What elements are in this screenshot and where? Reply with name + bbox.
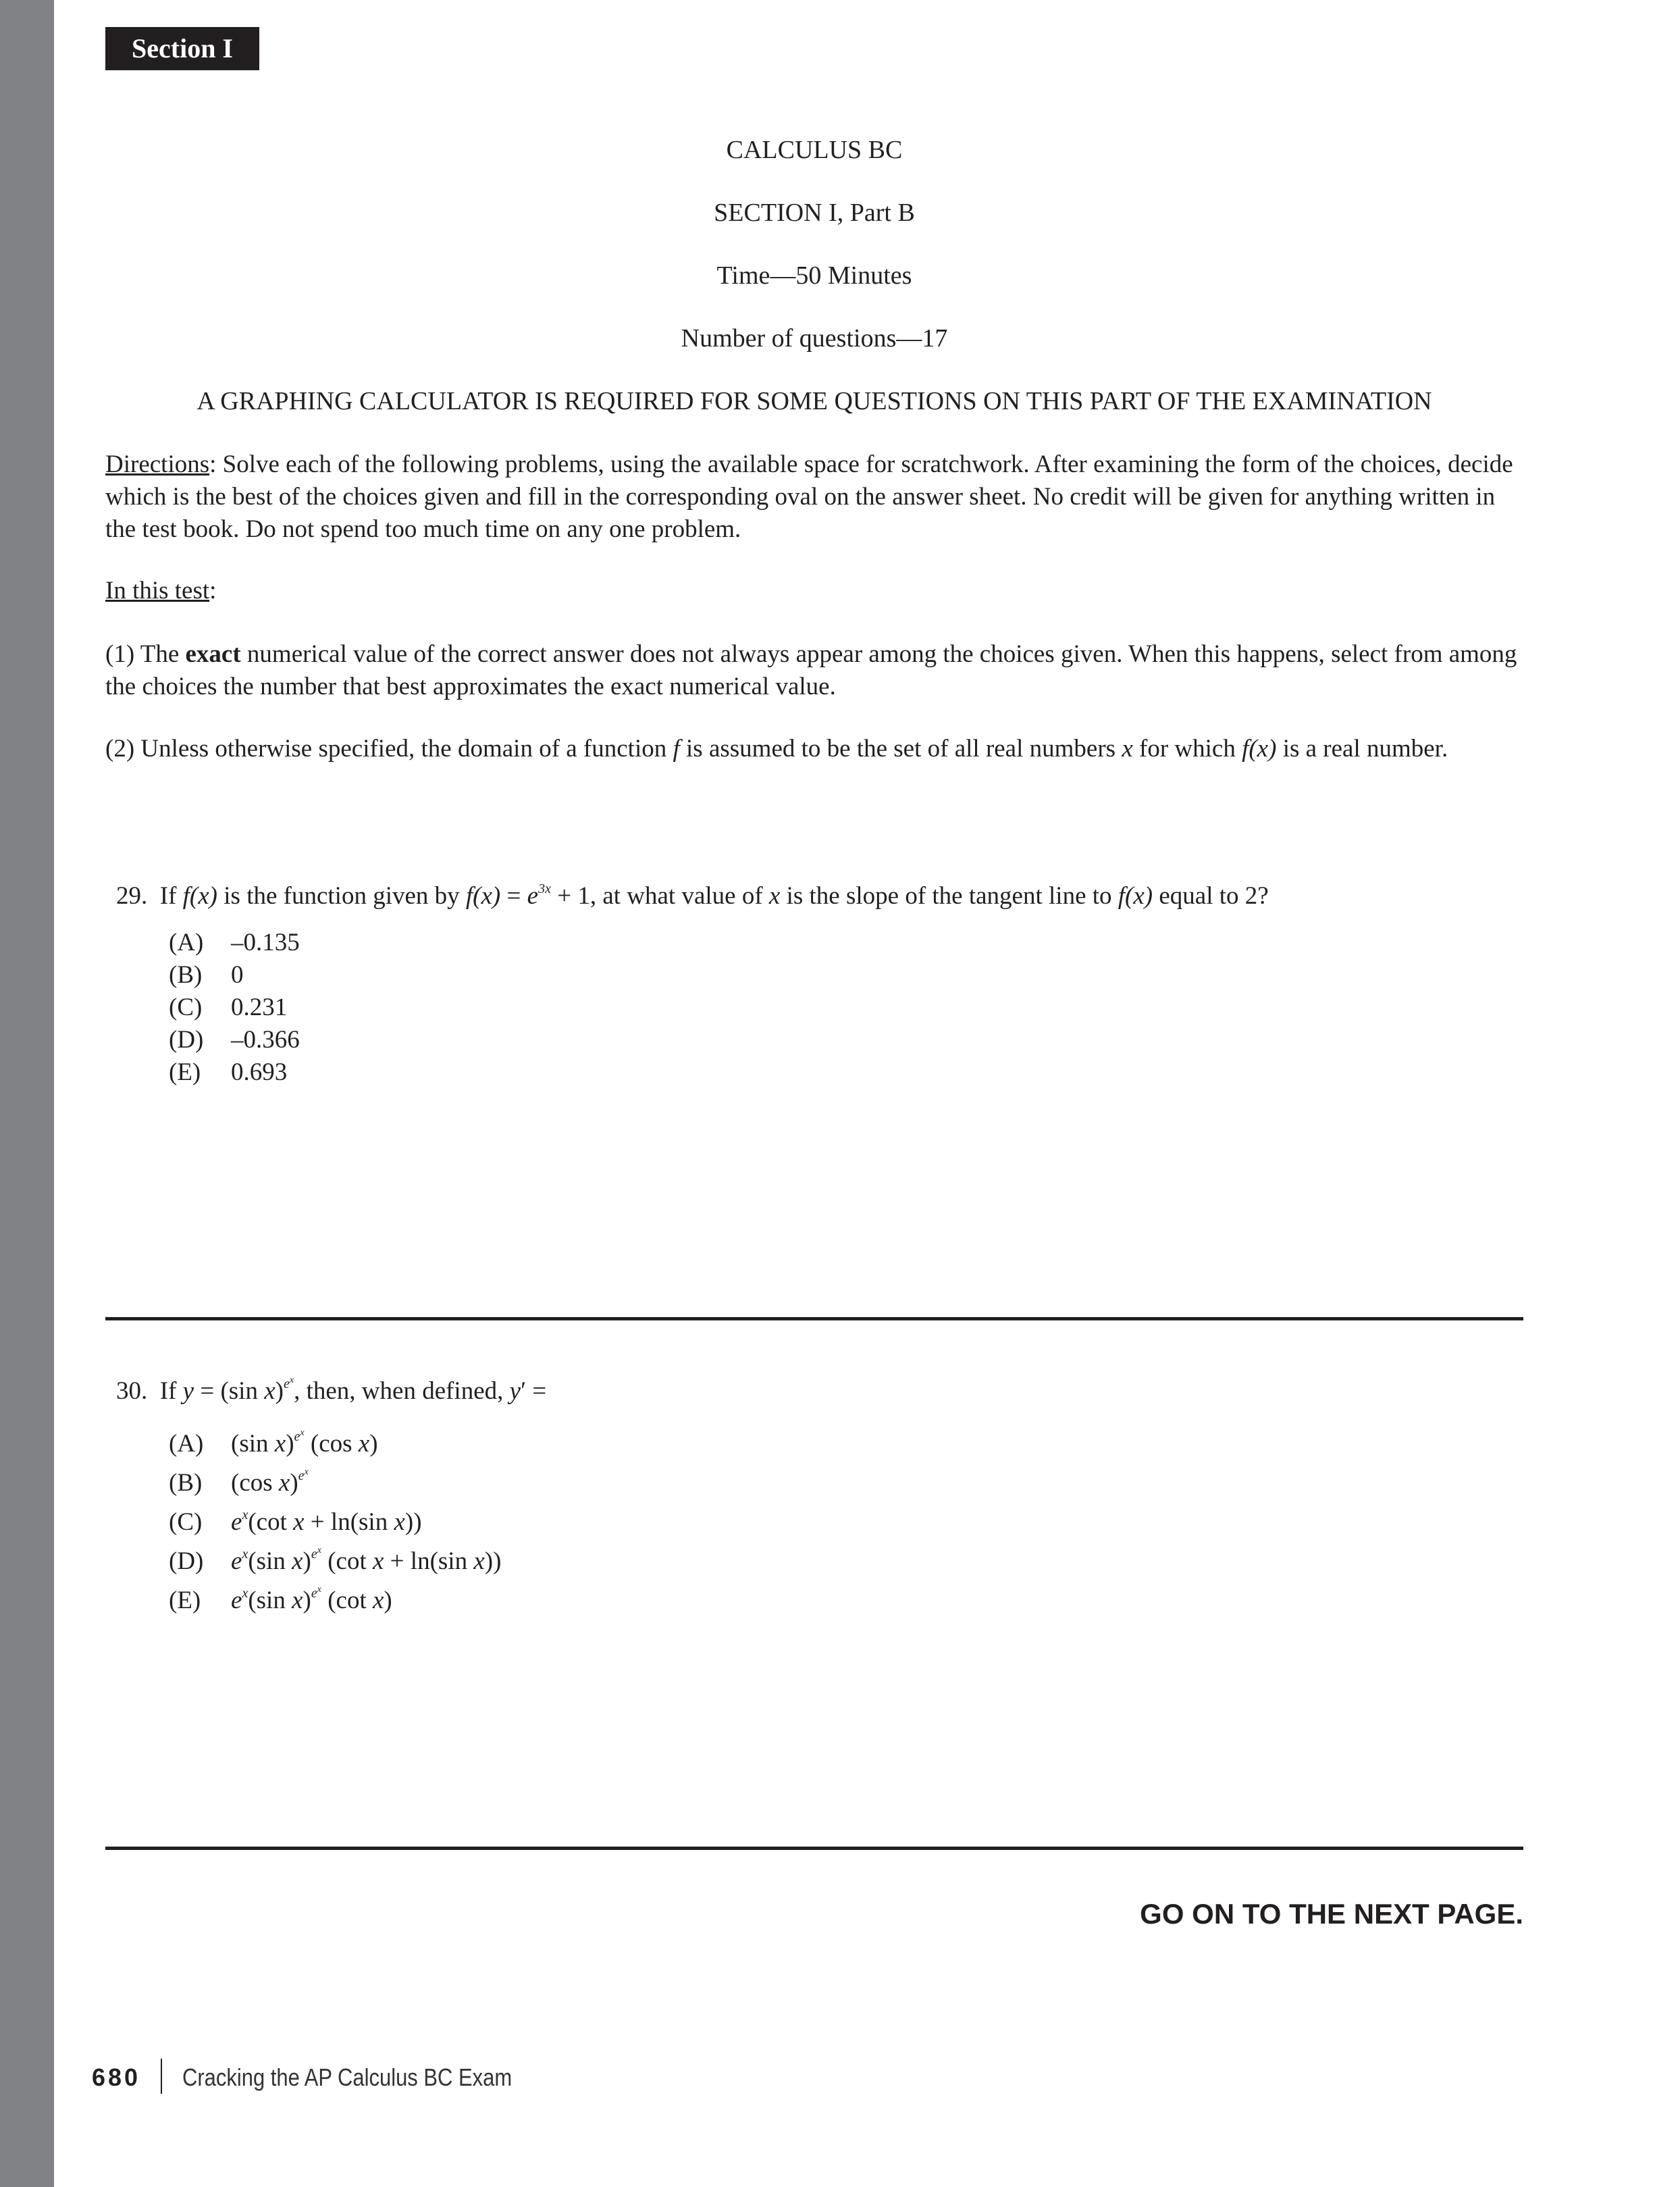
section-tab: Section I [105, 27, 259, 70]
go-on-next-page: GO ON TO THE NEXT PAGE. [1140, 1898, 1523, 1930]
directions-label: Directions [105, 451, 210, 478]
side-bar [0, 0, 54, 2187]
question-count: Number of questions—17 [681, 324, 948, 353]
note-1: (1) The exact numerical value of the correct answer does not always appear among the choices given. When this happens, select from among the choices the number that best approximates the exact numerical value. [105, 640, 1517, 700]
question-29-choices [169, 928, 300, 1090]
question-number: 29. [116, 882, 148, 910]
question-divider [105, 1317, 1523, 1320]
answer-choice[interactable]: (E) 0.693 [169, 1058, 288, 1086]
directions-text: : Solve each of the following problems, using the available space for scratchwork. After examining the form of the choices, decide which is the best of the choices given and fill in the corresponding oval on the answer sheet. No credit will be given for anything written in the test book. Do not spend too much time on any one problem. [105, 451, 1513, 543]
choice-expression: (sin x)$^{e^x}$ (cos x) [231, 1428, 378, 1458]
answer-choice[interactable]: (B) (cos x)$^{e^x}$ [169, 1467, 309, 1497]
time-limit: Time—50 Minutes [716, 261, 912, 290]
choice-expression: $e^x(\sin$ x)$^{e^x}$ (cot x + ln(sin x)) [231, 1545, 502, 1575]
page-footer [92, 2059, 566, 2094]
question-30-choices [169, 1429, 501, 1625]
answer-choice[interactable]: (B) 0 [169, 961, 244, 989]
footer-separator [161, 2059, 162, 2094]
answer-choice[interactable]: (E) $e^x(\sin$ x)$^{e^x}$ (cot x) [169, 1585, 392, 1614]
question-divider [105, 1847, 1523, 1850]
answer-choice[interactable]: (A) –0.135 [169, 929, 300, 956]
exam-title: CALCULUS BC [726, 136, 903, 164]
question-30-stem: 30. If y = (sin x)$^{e^x}$, then, when defined, y′ = [116, 1375, 547, 1405]
answer-choice[interactable]: (D) $e^x(\sin$ x)$^{e^x}$ (cot x + ln(sin x)) [169, 1545, 502, 1575]
answer-choice[interactable]: (C) $e^x(\cot$ x + ln(sin x)) [169, 1508, 422, 1536]
book-title: Cracking the AP Calculus BC Exam [182, 2063, 513, 2091]
calculator-notice: A GRAPHING CALCULATOR IS REQUIRED FOR SOME QUESTIONS ON THIS PART OF THE EXAMINATION [196, 387, 1432, 415]
answer-choice[interactable]: (D) –0.366 [169, 1026, 300, 1054]
page-number: 680 [92, 2063, 141, 2091]
question-number: 30. [116, 1377, 148, 1405]
answer-choice[interactable]: (C) 0.231 [169, 994, 288, 1021]
section-heading: SECTION I, Part B [714, 199, 915, 227]
answer-choice[interactable]: (A) (sin x)$^{e^x}$ (cos x) [169, 1428, 378, 1458]
exact-emphasis: exact [185, 640, 241, 668]
choice-expression: (cos x)$^{e^x}$ [231, 1467, 309, 1497]
question-29-stem: 29. If f(x) is the function given by $f(x) = e^{3x} + 1$, at what value of x is the slope of the tangent line to f(x) equal to 2? [116, 881, 1269, 910]
choice-expression: $e^x(\sin$ x)$^{e^x}$ (cot x) [231, 1585, 392, 1614]
directions [105, 448, 1523, 546]
in-this-test-label: In this test [105, 577, 210, 604]
in-this-test: In this test: [105, 577, 217, 604]
note-2: (2) Unless otherwise specified, the domain of a function f is assumed to be the set of all real numbers x for which f(x) is a real number. [105, 735, 1448, 763]
choice-expression: $e^x(\cot$ x + ln(sin x)) [231, 1508, 422, 1536]
